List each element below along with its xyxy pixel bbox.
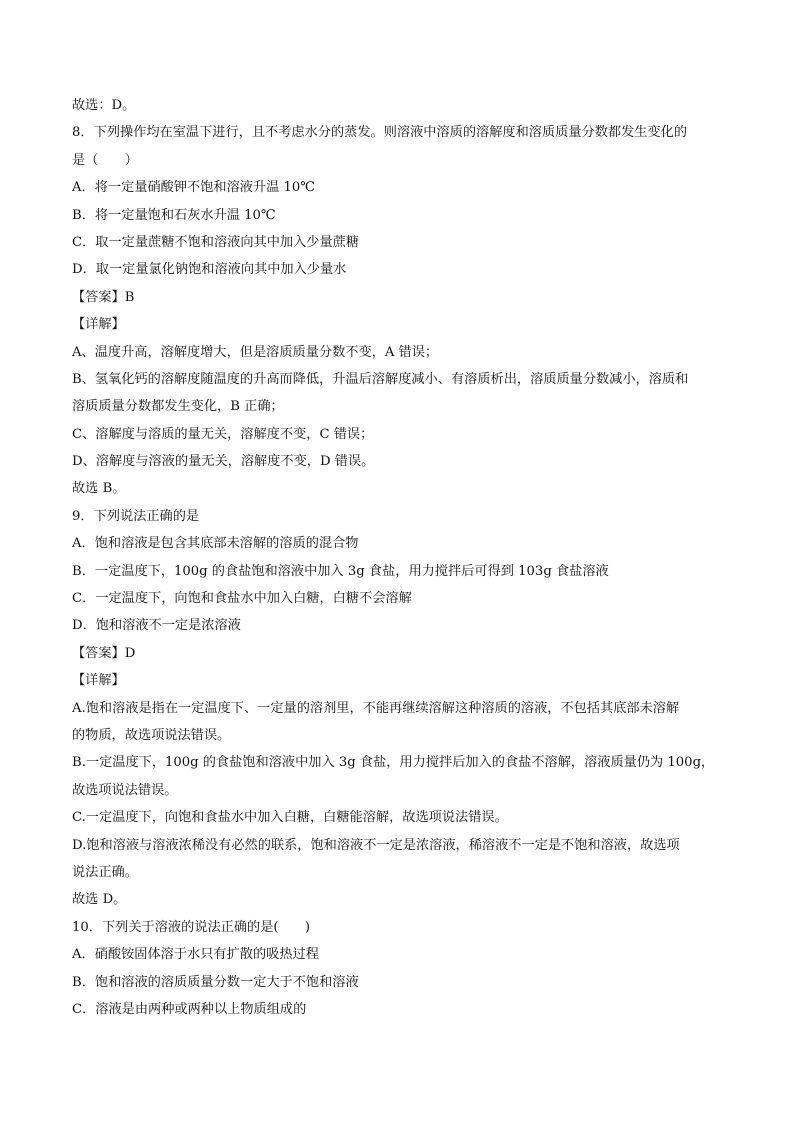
option-b: B．饱和溶液的溶质质量分数一定大于不饱和溶液 (72, 974, 359, 990)
option-b: B．将一定量饱和石灰水升温 10℃ (72, 207, 276, 223)
explanation-label: 【详解】 (72, 673, 125, 689)
text-line: C、溶解度与溶质的量无关，溶解度不变，C 错误； (72, 426, 374, 442)
text-line: B.一定温度下，100g 的食盐饱和溶液中加入 3g 食盐，用力搅拌后加入的食盐不溶解，溶液质量仍为 100g， (72, 755, 715, 771)
text-line: D、溶解度与溶液的量无关，溶解度不变，D 错误。 (72, 454, 375, 470)
text-line: 的物质，故选项说法错误。 (72, 727, 231, 743)
text-line: 故选：D。 (72, 98, 136, 113)
text-line: 溶质质量分数都发生变化，B 正确； (72, 399, 284, 415)
text-line: 故选项说法错误。 (72, 782, 178, 798)
text-line: A、温度升高，溶解度增大，但是溶质质量分数不变，A 错误； (72, 344, 439, 360)
option-b: B．一定温度下，100g 的食盐饱和溶液中加入 3g 食盐，用力搅拌后可得到 103g 食盐溶液 (72, 563, 609, 579)
text-line: C.一定温度下，向饱和食盐水中加入白糖，白糖能溶解，故选项说法错误。 (72, 810, 508, 826)
option-c: C．取一定量蔗糖不饱和溶液向其中加入少量蔗糖 (72, 234, 360, 250)
option-a: A．饱和溶液是包含其底部未溶解的溶质的混合物 (72, 536, 359, 552)
text-line: D.饱和溶液与溶液浓稀没有必然的联系，饱和溶液不一定是浓溶液，稀溶液不一定是不饱和溶液，故选项 (72, 837, 680, 853)
document-page (72, 92, 736, 1023)
text-line: A.饱和溶液是指在一定温度下、一定量的溶剂里，不能再继续溶解这种溶质的溶液，不包括其底部未溶解 (72, 700, 680, 716)
text-line: 说法正确。 (72, 864, 138, 880)
option-a: A．将一定量硝酸钾不饱和溶液升温 10℃ (72, 180, 316, 196)
option-d: D．取一定量氯化钠饱和溶液向其中加入少量水 (72, 262, 347, 278)
question-10-stem: 10．下列关于溶液的说法正确的是( ) (72, 919, 311, 935)
question-8-stem: 8．下列操作均在室温下进行，且不考虑水分的蒸发。则溶液中溶质的溶解度和溶质质量分数都发生变化的 (72, 125, 688, 141)
text-line: B、氢氧化钙的溶解度随温度的升高而降低，升温后溶解度减小、有溶质析出，溶质质量分数减小，溶质和 (72, 371, 689, 387)
option-a: A．硝酸铵固体溶于水只有扩散的吸热过程 (72, 947, 319, 963)
option-c: C．溶液是由两种或两种以上物质组成的 (72, 1001, 307, 1017)
answer-label: 【答案】D (72, 645, 136, 661)
option-d: D．饱和溶液不一定是浓溶液 (72, 618, 241, 634)
text-line: 是（ ） (72, 152, 138, 168)
text-line: 故选 D。 (72, 892, 127, 908)
answer-label: 【答案】B (72, 289, 135, 305)
question-9-stem: 9．下列说法正确的是 (72, 508, 200, 524)
text-line: 故选 B。 (72, 481, 126, 497)
option-c: C．一定温度下，向饱和食盐水中加入白糖，白糖不会溶解 (72, 591, 412, 607)
explanation-label: 【详解】 (72, 317, 125, 333)
